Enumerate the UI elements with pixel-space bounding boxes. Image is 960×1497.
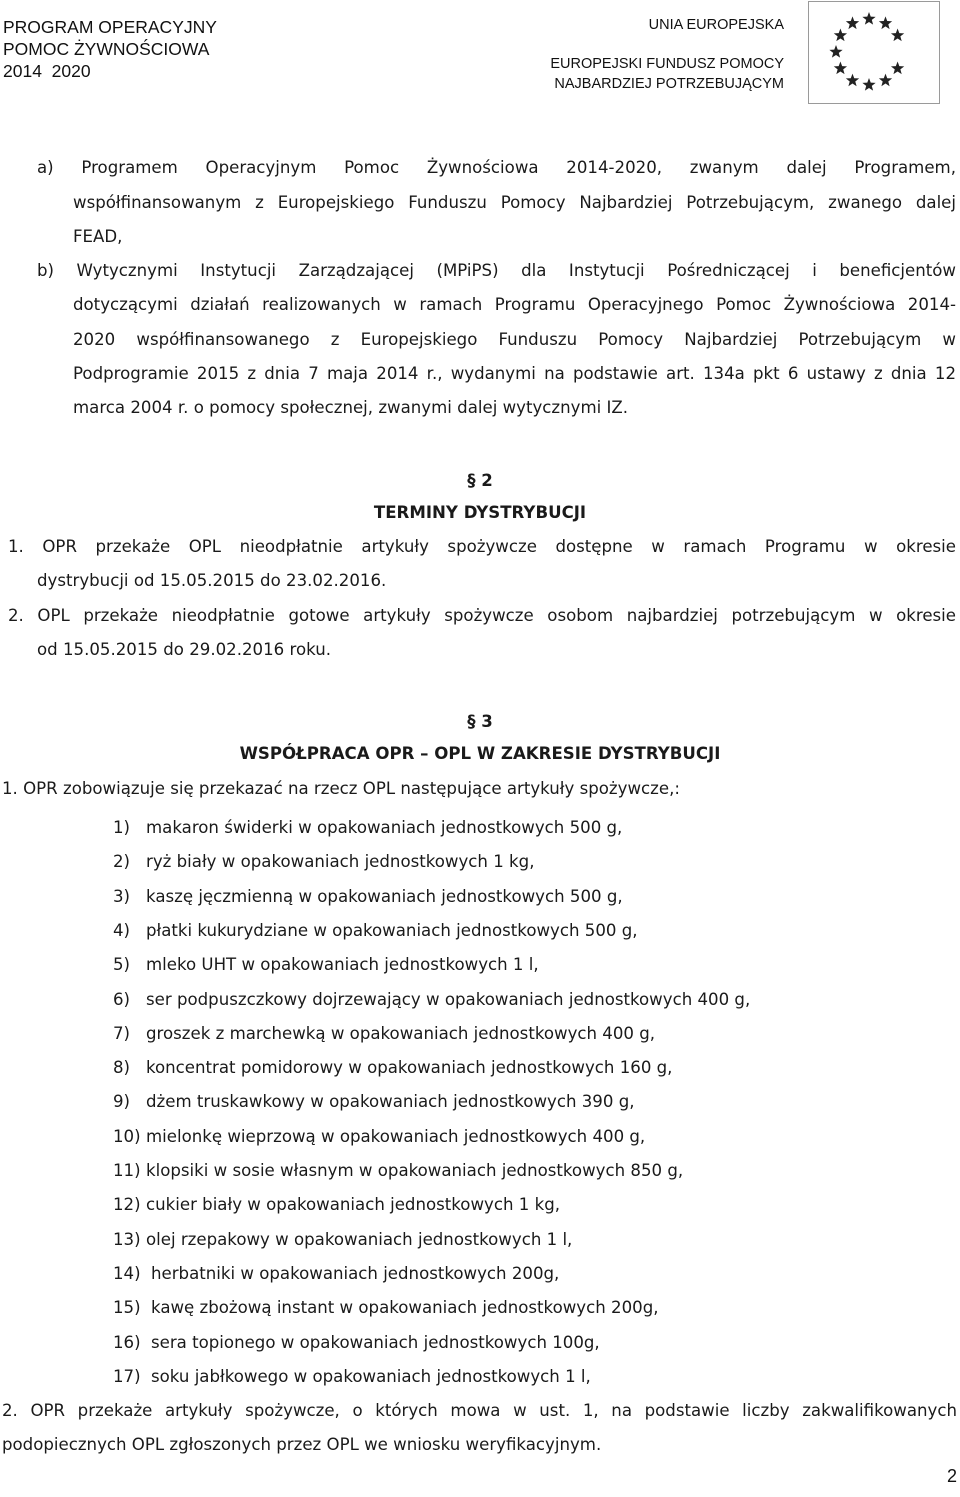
section-2-point-2-line1: 2. OPL przekaże nieodpłatnie gotowe artykuły spożywcze osobom najbardziej potrzebującym w okresie — [8, 606, 956, 625]
intro-a-line: FEAD, — [73, 227, 123, 246]
list-item-number: 9) — [113, 1092, 131, 1112]
list-item-number: 14) — [113, 1263, 141, 1283]
program-title-line1: PROGRAM OPERACYJNY — [3, 17, 217, 37]
list-item-number: 4) — [113, 920, 131, 940]
section-2-point-1-line2: dystrybucji od 15.05.2015 do 23.02.2016. — [37, 571, 387, 590]
flag-star-icon — [829, 45, 842, 58]
list-item-number: 8) — [113, 1058, 131, 1078]
intro-a-line: a) Programem Operacyjnym Pomoc Żywnościowa 2014-2020, zwanym dalej Programem, — [37, 158, 956, 177]
list-item-text: kawę zbożową instant w opakowaniach jednostkowych 200g, — [151, 1298, 659, 1318]
list-item-text: ser podpuszczkowy dojrzewający w opakowaniach jednostkowych 400 g, — [146, 989, 751, 1009]
fund-title-line2: NAJBARDZIEJ POTRZEBUJĄCYM — [554, 76, 784, 92]
list-item-text: sera topionego w opakowaniach jednostkowych 100g, — [151, 1332, 600, 1352]
list-item-text: olej rzepakowy w opakowaniach jednostkowych 1 l, — [146, 1229, 573, 1249]
list-item-number: 17) — [113, 1366, 141, 1386]
intro-b-line: dotyczącymi działań realizowanych w ramach Programu Operacyjnego Pomoc Żywnościowa 2014- — [73, 295, 956, 314]
fund-title-line1: EUROPEJSKI FUNDUSZ POMOCY — [550, 56, 784, 72]
list-item-text: płatki kukurydziane w opakowaniach jednostkowych 500 g, — [146, 920, 638, 940]
list-item-number: 11) — [113, 1161, 141, 1180]
list-item-number: 6) — [113, 989, 131, 1009]
page-number: 2 — [946, 1466, 957, 1486]
flag-star-icon — [891, 29, 904, 42]
section-3-point-2-line1: 2. OPR przekaże artykuły spożywcze, o których mowa w ust. 1, na podstawie liczby zakwalifikowanych — [2, 1401, 957, 1420]
flag-star-icon — [846, 74, 859, 87]
list-item-text: soku jabłkowego w opakowaniach jednostkowych 1 l, — [151, 1366, 591, 1386]
eu-logo-text — [550, 16, 784, 94]
list-item-number: 13) — [113, 1229, 141, 1249]
list-item-text: mielonkę wieprzową w opakowaniach jednostkowych 400 g, — [146, 1126, 646, 1146]
section-2-number: § 2 — [467, 471, 493, 490]
flag-star-icon — [834, 62, 847, 75]
section-2-point-2-line2: od 15.05.2015 do 29.02.2016 roku. — [37, 640, 331, 659]
flag-star-icon — [846, 16, 859, 29]
list-item-text: mleko UHT w opakowaniach jednostkowych 1 l, — [146, 955, 539, 975]
eu-title: UNIA EUROPEJSKA — [648, 17, 784, 33]
flag-star-icon — [862, 12, 875, 25]
list-item-text: groszek z marchewką w opakowaniach jednostkowych 400 g, — [146, 1023, 656, 1043]
list-item-number: 10) — [113, 1126, 141, 1146]
flag-star-icon — [862, 78, 875, 91]
flag-star-icon — [879, 74, 892, 87]
flag-star-icon — [891, 62, 904, 75]
section-3-title: WSPÓŁPRACA OPR – OPL W ZAKRESIE DYSTRYBUCJI — [239, 744, 721, 763]
program-logo-text — [3, 16, 217, 82]
list-item-number: 12) — [113, 1195, 141, 1215]
eu-flag-icon — [808, 1, 940, 104]
section-2-title: TERMINY DYSTRYBUCJI — [373, 503, 587, 522]
list-item-number: 2) — [113, 852, 131, 872]
list-item-number: 7) — [113, 1023, 131, 1043]
section-3-point-2-line2: podopiecznych OPL zgłoszonych przez OPL we wniosku weryfikacyjnym. — [2, 1435, 602, 1454]
list-item-number: 16) — [113, 1332, 141, 1352]
list-item-text: ryż biały w opakowaniach jednostkowych 1 kg, — [146, 852, 535, 872]
section-3-point-1: 1. OPR zobowiązuje się przekazać na rzecz OPL następujące artykuły spożywcze,: — [2, 779, 680, 798]
intro-b-line: marca 2004 r. o pomocy społecznej, zwanymi dalej wytycznymi IZ. — [73, 398, 629, 417]
program-title-line2: POMOC ŻYWNOŚCIOWA — [3, 39, 210, 59]
list-item-number: 15) — [113, 1298, 141, 1318]
section-2-point-1-line1: 1. OPR przekaże OPL nieodpłatnie artykuły spożywcze dostępne w ramach Programu w okresie — [8, 537, 956, 556]
list-item-number: 3) — [113, 886, 131, 906]
program-title-line3: 2014 2020 — [3, 61, 91, 81]
flag-star-icon — [834, 29, 847, 42]
list-item-text: herbatniki w opakowaniach jednostkowych 200g, — [151, 1263, 560, 1283]
list-item-number: 1) — [113, 818, 131, 837]
section-3-number: § 3 — [467, 712, 493, 731]
list-item-text: kaszę jęczmienną w opakowaniach jednostkowych 500 g, — [146, 886, 623, 906]
list-item-text: koncentrat pomidorowy w opakowaniach jednostkowych 160 g, — [146, 1058, 673, 1078]
list-item-text: dżem truskawkowy w opakowaniach jednostkowych 390 g, — [146, 1092, 635, 1112]
intro-a-line: współfinansowanym z Europejskiego Funduszu Pomocy Najbardziej Potrzebującym, zwanego dalej — [73, 193, 956, 212]
list-item-text: cukier biały w opakowaniach jednostkowych 1 kg, — [146, 1195, 561, 1215]
list-item-number: 5) — [113, 955, 131, 975]
list-item-text: makaron świderki w opakowaniach jednostkowych 500 g, — [146, 818, 623, 837]
flag-star-icon — [879, 16, 892, 29]
intro-b-line: Podprogramie 2015 z dnia 7 maja 2014 r., wydanymi na podstawie art. 134a pkt 6 ustawy z dnia 12 — [73, 364, 956, 383]
intro-b-line: b) Wytycznymi Instytucji Zarządzającej (MPiPS) dla Instytucji Pośredniczącej i beneficjentów — [37, 261, 956, 280]
list-item-text: klopsiki w sosie własnym w opakowaniach jednostkowych 850 g, — [146, 1161, 684, 1180]
intro-b-line: 2020 współfinansowanego z Europejskiego Funduszu Pomocy Najbardziej Potrzebującym w — [73, 330, 956, 349]
